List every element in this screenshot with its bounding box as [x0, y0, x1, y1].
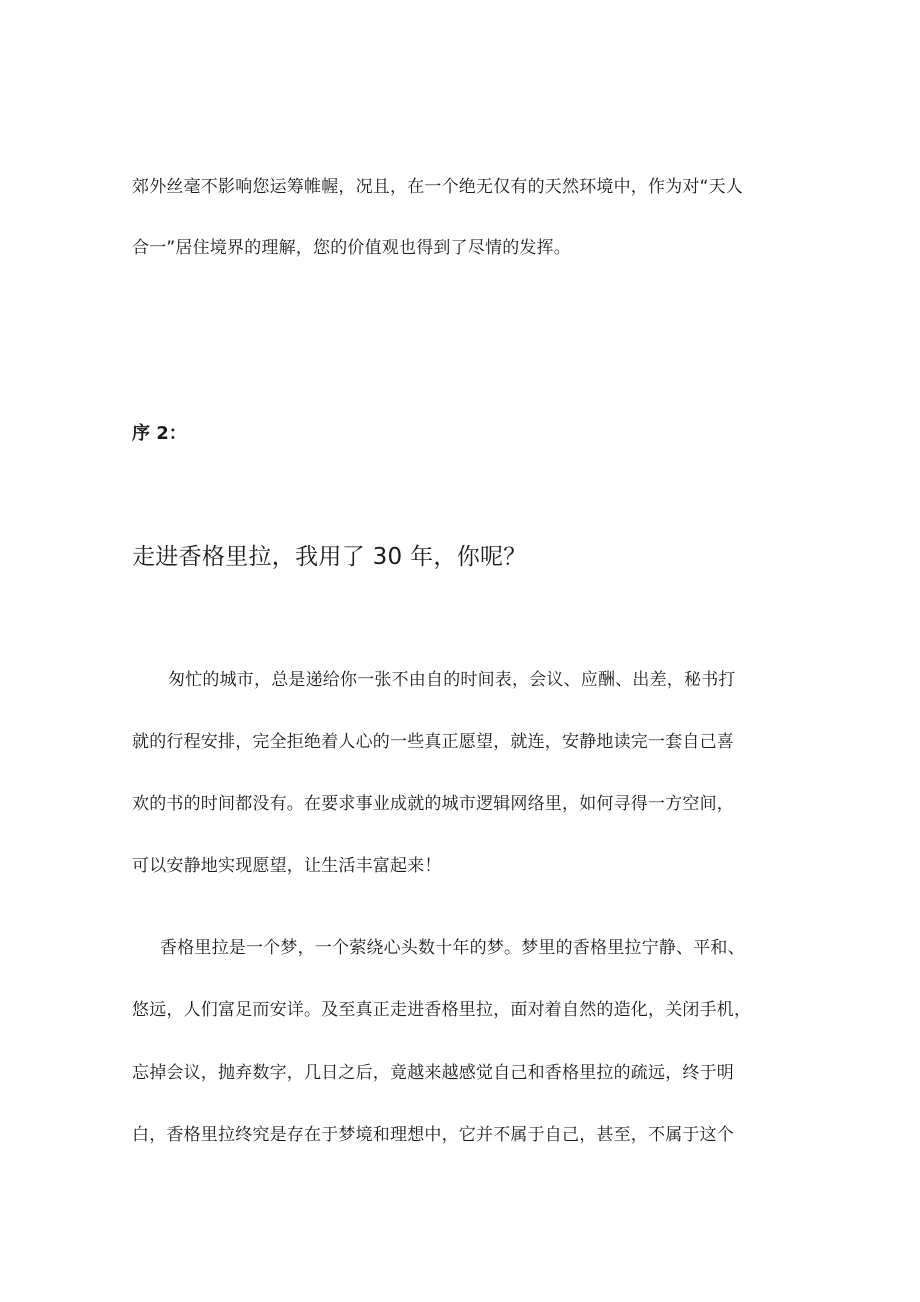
paragraph-2-line-2: 悠远，人们富足而安详。及至真正走进香格里拉，面对着自然的造化，关闭手机， — [132, 1000, 752, 1020]
paragraph-1-line-2: 就的行程安排，完全拒绝着人心的一些真正愿望，就连，安静地读完一套自己喜 — [132, 732, 734, 752]
paragraph-2-line-4: 白，香格里拉终究是存在于梦境和理想中，它并不属于自己，甚至，不属于这个 — [132, 1125, 734, 1145]
section-label: 序 2： — [132, 423, 187, 444]
intro-line-1: 郊外丝毫不影响您运筹帷幄，况且，在一个绝无仅有的天然环境中，作为对“天人 — [132, 177, 744, 197]
section-title: 走进香格里拉，我用了 30 年，你呢？ — [132, 544, 527, 570]
paragraph-1-line-1: 匆忙的城市，总是递给你一张不由自的时间表，会议、应酬、出差，秘书打 — [168, 670, 736, 690]
intro-line-2: 合一”居住境界的理解，您的价值观也得到了尽情的发挥。 — [132, 238, 572, 258]
paragraph-2-line-1: 香格里拉是一个梦，一个萦绕心头数十年的梦。梦里的香格里拉宁静、平和、 — [160, 938, 745, 958]
paragraph-1-line-4: 可以安静地实现愿望，让生活丰富起来！ — [132, 856, 442, 876]
paragraph-1-line-3: 欢的书的时间都没有。在要求事业成就的城市逻辑网络里，如何寻得一方空间， — [132, 794, 734, 814]
paragraph-2-line-3: 忘掉会议，抛弃数字，几日之后，竟越来越感觉自己和香格里拉的疏远，终于明 — [132, 1063, 734, 1083]
